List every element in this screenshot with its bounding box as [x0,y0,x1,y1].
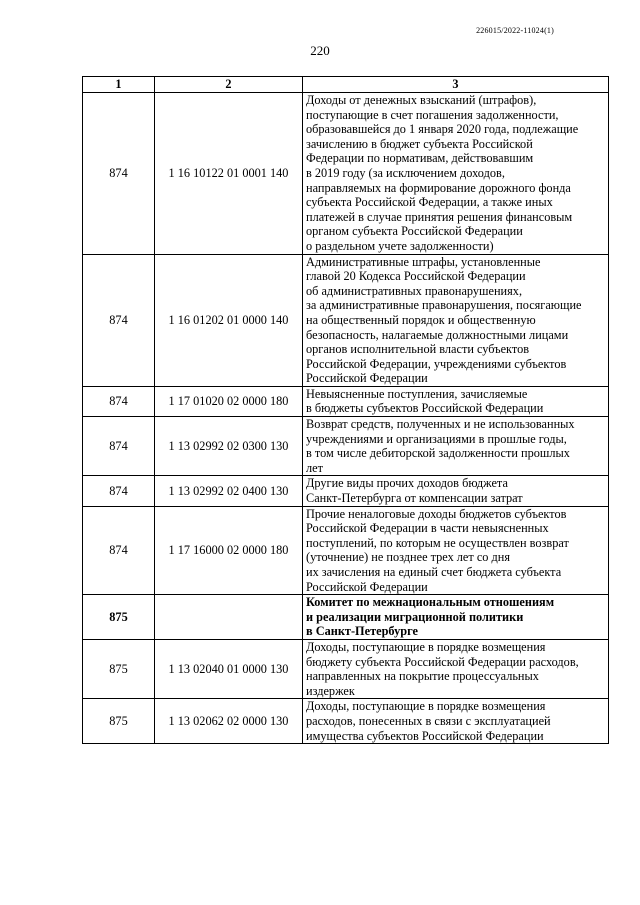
table-row [83,595,609,640]
description-line: расходов, понесенных в связи с эксплуатацией [306,713,551,728]
description-cell [303,386,609,416]
table-row [83,639,609,698]
description-line: субъекта Российской Федерации, а также иных [306,195,553,210]
description-line: о раздельном учете задолженности) [306,238,494,253]
description-line: органов исполнительной власти субъектов [306,342,530,357]
admin-code-cell: 874 [83,254,155,386]
description-cell [303,254,609,386]
description-line: органом субъекта Российской Федерации [306,224,523,239]
description-line: Другие виды прочих доходов бюджета [306,476,508,491]
description-line: Невыясненные поступления, зачисляемые [306,386,528,401]
description-line: и реализации миграционной политики [306,609,524,624]
revenue-code-cell: 1 16 10122 01 0001 140 [155,93,303,255]
description-line: лет [306,460,323,475]
description-line: их зачисления на единый счет бюджета субъекта [306,565,562,579]
description-line: зачислению в бюджет субъекта Российской [306,136,533,151]
document-id: 226015/2022-11024(1) [476,26,554,35]
description-line: учреждениями и организациями в прошлые годы, [306,431,567,446]
description-line: образовавшейся до 1 января 2020 года, подлежащие [306,122,579,137]
description-line: об административных правонарушениях, [306,283,523,298]
revenue-code-cell: 1 17 01020 02 0000 180 [155,386,303,416]
description-line: Доходы, поступающие в порядке возмещения [306,639,546,654]
description-line: Российской Федерации [306,579,428,594]
table-row [83,506,609,595]
description-line: Возврат средств, полученных и не использованных [306,417,575,432]
budget-table [82,76,609,744]
table-row [83,93,609,255]
description-line: Административные штрафы, установленные [306,254,541,269]
description-line: направляемых на формирование дорожного фонда [306,180,571,195]
description-cell [303,476,609,506]
description-line: платежей в случае принятия решения финансовым [306,209,573,224]
admin-code-cell: 874 [83,417,155,476]
description-line: имущества субъектов Российской Федерации [306,728,544,743]
description-line: поступающие в счет погашения задолженности, [306,107,559,122]
column-header-3: 3 [303,77,609,93]
description-line: в том числе дебиторской задолженности прошлых [306,446,570,461]
admin-code-cell: 874 [83,506,155,595]
description-line: за административные правонарушения, посягающие [306,298,582,313]
description-line: главой 20 Кодекса Российской Федерации [306,269,526,284]
description-line: Российской Федерации в части невыясненных [306,521,549,536]
description-line: в бюджеты субъектов Российской Федерации [306,401,544,416]
description-line: бюджету субъекта Российской Федерации расходов, [306,654,579,669]
description-line: Прочие неналоговые доходы бюджетов субъектов [306,506,567,521]
description-cell [303,699,609,744]
description-line: в Санкт-Петербурге [306,624,418,639]
description-line: направленных на покрытие процессуальных [306,669,539,684]
column-header-1: 1 [83,77,155,93]
revenue-code-cell: 1 16 01202 01 0000 140 [155,254,303,386]
page-number: 220 [310,43,330,58]
revenue-code-cell: 1 17 16000 02 0000 180 [155,506,303,595]
revenue-code-cell [155,595,303,640]
table-row [83,417,609,476]
admin-code-cell: 874 [83,476,155,506]
revenue-code-cell: 1 13 02062 02 0000 130 [155,699,303,744]
table-row [83,254,609,386]
description-line: Доходы, поступающие в порядке возмещения [306,699,546,714]
table-row [83,476,609,506]
admin-code-cell: 875 [83,639,155,698]
description-cell [303,93,609,255]
table-body [83,93,609,744]
description-line: в 2019 году (за исключением доходов, [306,165,505,180]
admin-code-cell: 875 [83,699,155,744]
description-line: издержек [306,683,355,698]
description-line: на общественный порядок и общественную [306,312,536,327]
description-line: Федерации по нормативам, действовавшим [306,151,534,166]
description-line: (уточнение) не позднее трех лет со дня [306,550,511,565]
admin-code-cell: 874 [83,386,155,416]
revenue-code-cell: 1 13 02992 02 0400 130 [155,476,303,506]
description-line: Российской Федерации [306,371,428,386]
description-cell [303,595,609,640]
description-cell [303,639,609,698]
column-header-2: 2 [155,77,303,93]
table-header-row [83,77,609,93]
description-line: Доходы от денежных взысканий (штрафов), [306,93,537,107]
admin-code-cell: 875 [83,595,155,640]
table-row [83,699,609,744]
description-cell [303,417,609,476]
admin-code-cell: 874 [83,93,155,255]
description-line: Санкт-Петербурга от компенсации затрат [306,491,523,506]
description-line: безопасность, налагаемые должностными лицами [306,327,569,342]
revenue-code-cell: 1 13 02992 02 0300 130 [155,417,303,476]
revenue-code-cell: 1 13 02040 01 0000 130 [155,639,303,698]
description-line: поступлений, по которым не осуществлен возврат [306,535,569,550]
description-line: Комитет по межнациональным отношениям [306,595,555,610]
description-cell [303,506,609,595]
description-line: Российской Федерации, учреждениями субъектов [306,356,567,371]
table-row [83,386,609,416]
